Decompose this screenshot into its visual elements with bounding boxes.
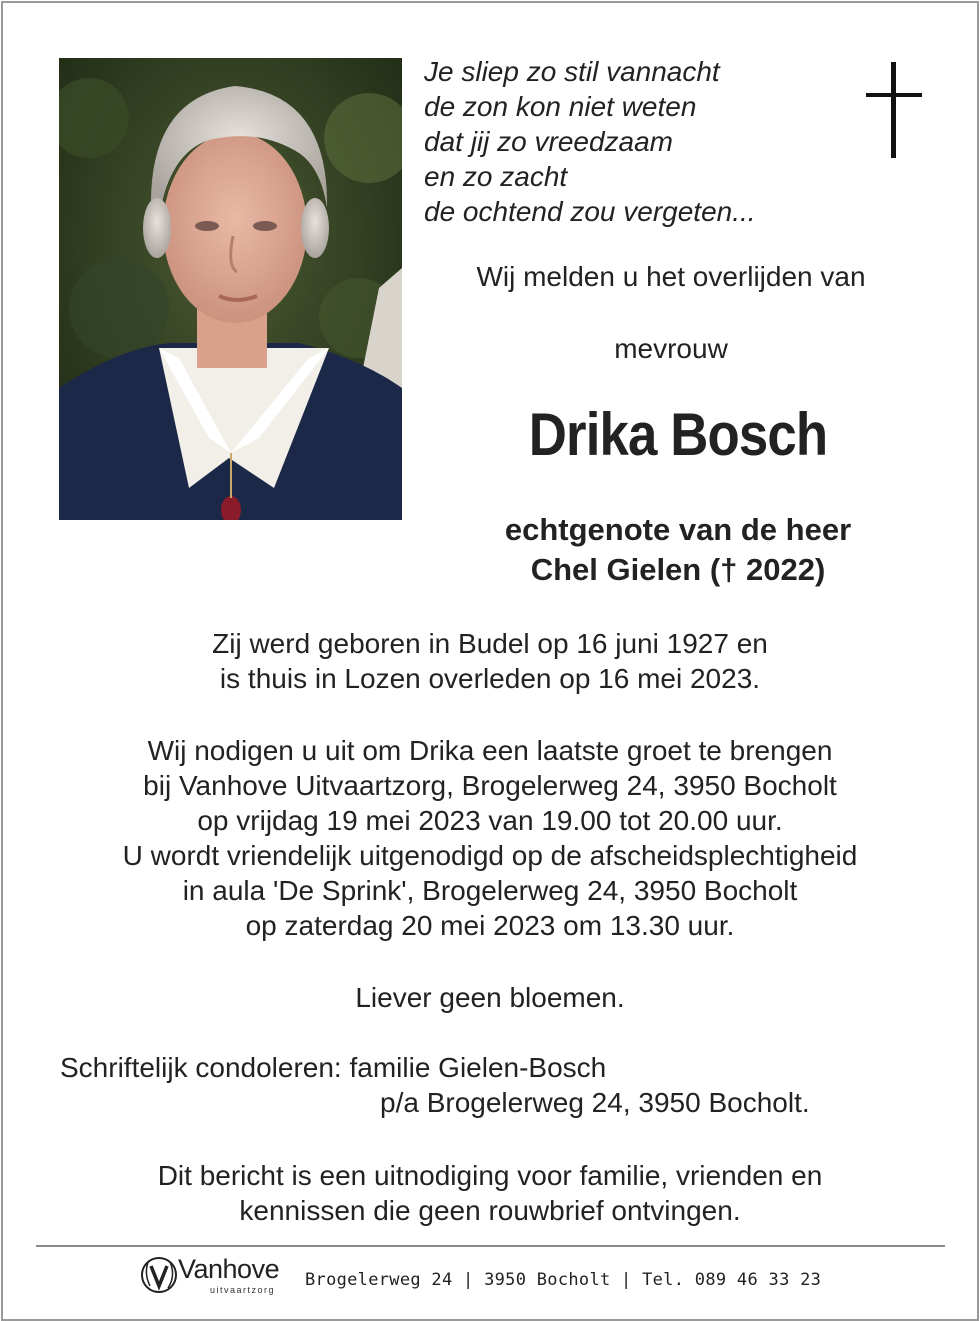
- poem: [424, 54, 756, 229]
- footer-divider: [36, 1245, 945, 1247]
- honorific-text: mevrouw: [614, 333, 728, 364]
- birth-line: Zij werd geboren in Budel op 16 juni 1927 en: [212, 628, 768, 659]
- invitation-line: op vrijdag 19 mei 2023 van 19.00 tot 20.00 uur.: [197, 805, 783, 836]
- portrait-photo: [59, 58, 402, 520]
- invitation-line: bij Vanhove Uitvaartzorg, Brogelerweg 24, 3950 Bocholt: [143, 770, 837, 801]
- flowers-note: Liever geen bloemen.: [355, 982, 625, 1013]
- invitation-line: Wij nodigen u uit om Drika een laatste groet te brengen: [147, 735, 833, 766]
- poem-line: de zon kon niet weten: [424, 91, 697, 122]
- vanhove-logo-mark: [138, 1254, 180, 1296]
- invitation-line: U wordt vriendelijk uitgenodigd op de afscheidsplechtigheid: [122, 840, 858, 871]
- death-line: is thuis in Lozen overleden op 16 mei 2023.: [219, 663, 761, 694]
- spouse-line: echtgenote van de heer: [504, 512, 852, 547]
- footer-contact: Brogelerweg 24 | 3950 Bocholt | Tel. 089 46 33 23: [305, 1270, 822, 1290]
- deceased-name: Drika Bosch: [528, 401, 828, 468]
- invitation-block: [0, 733, 980, 943]
- condolence-address: p/a Brogelerweg 24, 3950 Bocholt.: [380, 1087, 810, 1118]
- birth-death-info: [0, 626, 980, 696]
- notice-line: Dit bericht is een uitnodiging voor familie, vrienden en: [157, 1160, 823, 1191]
- condolence-label: Schriftelijk condoleren: familie Gielen-Bosch: [60, 1052, 607, 1083]
- vanhove-logo: [138, 1254, 294, 1298]
- spouse-line: Chel Gielen († 2022): [530, 552, 826, 587]
- poem-line: dat jij zo vreedzaam: [424, 126, 674, 157]
- notice-block: [0, 1158, 980, 1228]
- poem-line: de ochtend zou vergeten...: [424, 196, 756, 227]
- invitation-line: in aula 'De Sprink', Brogelerweg 24, 3950 Bocholt: [182, 875, 798, 906]
- logo-subtitle: uitvaartzorg: [210, 1285, 276, 1295]
- notice-line: kennissen die geen rouwbrief ontvingen.: [239, 1195, 741, 1226]
- cross-icon: [866, 62, 922, 160]
- invitation-line: op zaterdag 20 mei 2023 om 13.30 uur.: [245, 910, 735, 941]
- logo-name: Vanhove: [178, 1254, 280, 1284]
- announcement-text: Wij melden u het overlijden van: [476, 261, 866, 292]
- spouse-info: [426, 510, 930, 590]
- poem-line: en zo zacht: [424, 161, 568, 192]
- poem-line: Je sliep zo stil vannacht: [424, 56, 720, 87]
